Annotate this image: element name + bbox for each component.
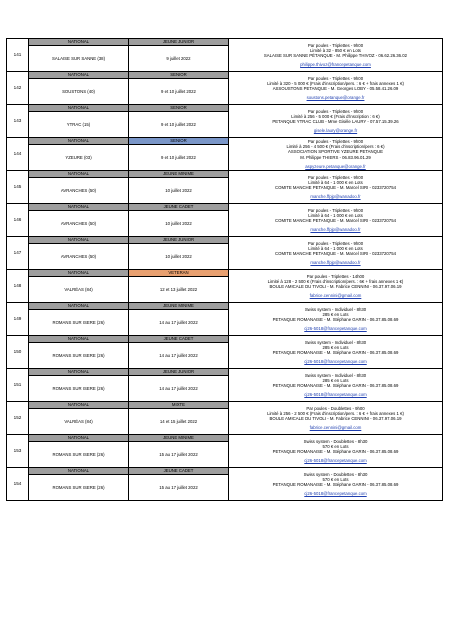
competition-category: SENIOR	[129, 105, 229, 112]
competition-details	[229, 435, 443, 468]
competition-location: VALRÉAS (84)	[29, 409, 129, 435]
competition-number: 146	[7, 204, 29, 237]
competition-level: NATIONAL	[29, 204, 129, 211]
document-page	[6, 38, 442, 501]
contact-email-link[interactable]: cj26-5018@francepetanque.com	[304, 491, 367, 497]
competition-number: 154	[7, 468, 29, 501]
competition-date: 9 juillet 2022	[129, 46, 229, 72]
contact-email-link[interactable]: manche.ffpjp@wanadoo.fr	[310, 194, 361, 200]
competition-number: 153	[7, 435, 29, 468]
competition-number: 147	[7, 237, 29, 270]
details-line: Limité à 32 - 850 € en Lots	[310, 47, 361, 53]
competition-level: NATIONAL	[29, 138, 129, 145]
details-line: Swiss system - Individuel - 8h30	[304, 372, 367, 378]
competition-location: SOUSTONS (40)	[29, 79, 129, 105]
competition-header-row	[7, 369, 443, 376]
contact-email-link[interactable]: fabrice.cennini@gmail.com	[309, 425, 362, 431]
contact-email-link[interactable]: aspyzeure.petanque@orange.fr	[305, 163, 366, 169]
competition-date: 15 au 17 juillet 2022	[129, 475, 229, 501]
details-line: Limité à 256 - 4 500 € (Frais d'inscription/pers : 6 €)	[286, 144, 385, 150]
competition-location: YZEURE (03)	[29, 145, 129, 171]
details-line: Par poules - Triplettes - 9h00	[307, 108, 364, 114]
competition-date: 9 et 10 juillet 2022	[129, 145, 229, 171]
competition-header-row	[7, 39, 443, 46]
details-line: PETANQUE ROMANAISE - M. Stéphane GARIN - 06.37.85.08.69	[272, 449, 399, 454]
details-line: Par poules - Doublettes - 9h00	[306, 405, 365, 411]
details-line: Limité à 64 - 1 000 € en Lots	[308, 179, 363, 185]
details-line: PETANQUE YTRAC CLUB - Mme Gisèle LAURY - 07.57.15.39.26	[272, 119, 399, 124]
competition-level: NATIONAL	[29, 39, 129, 46]
competition-level: NATIONAL	[29, 72, 129, 79]
details-line: ASSOUSTONS PETANQUE - M. Georges LOBY - 05.58.41.26.09	[272, 86, 399, 91]
competition-header-row	[7, 72, 443, 79]
details-line: PETANQUE ROMANAISE - M. Stéphane GARIN - 06.37.85.08.69	[272, 350, 399, 355]
competition-category: JEUNE JUNIOR	[129, 237, 229, 244]
competition-date: 14 au 17 juillet 2022	[129, 310, 229, 336]
details-line: Limité à 128 - 2 500 € (Frais d'inscription/pers. : 6€ + frais annexes 1 €)	[267, 278, 404, 284]
contact-email-link[interactable]: cj26-5018@francepetanque.com	[304, 458, 367, 464]
competition-category: JEUNE CADET	[129, 204, 229, 211]
competition-details	[229, 237, 443, 270]
competition-date: 15 au 17 juillet 2022	[129, 442, 229, 468]
competition-details	[229, 468, 443, 501]
contact-email-link[interactable]: cj26-5018@francepetanque.com	[304, 392, 367, 398]
details-line: 285 € en Lots	[322, 311, 349, 317]
competition-header-row	[7, 402, 443, 409]
competition-details	[229, 204, 443, 237]
competition-table	[6, 38, 443, 501]
details-line: Par poules - Triplettes - 9h00	[307, 138, 364, 144]
details-line: Par poules - Triplettes - 9h00	[307, 75, 364, 81]
details-line: PETANQUE ROMANAISE - M. Stéphane GARIN - 06.37.85.08.69	[272, 383, 399, 388]
competition-location: VALRÉAS (84)	[29, 277, 129, 303]
competition-details	[229, 105, 443, 138]
details-line: M. Philippe THIERS - 06.83.96.01.29	[300, 154, 371, 160]
competition-date: 14 au 17 juillet 2022	[129, 343, 229, 369]
competition-details	[229, 369, 443, 402]
competition-level: NATIONAL	[29, 303, 129, 310]
competition-date: 9 et 10 juillet 2022	[129, 112, 229, 138]
competition-level: NATIONAL	[29, 402, 129, 409]
competition-date: 12 et 13 juillet 2022	[129, 277, 229, 303]
competition-details	[229, 171, 443, 204]
competition-date: 14 et 15 juillet 2022	[129, 409, 229, 435]
details-line: Par poules - Triplettes - 9h00	[307, 207, 364, 213]
competition-category: JEUNE CADET	[129, 468, 229, 475]
competition-date: 9 et 10 juillet 2022	[129, 79, 229, 105]
details-line: Limité à 256 - 2 500 € (Frais d'inscription/pers. : 6 € + frais annexes 1 €)	[267, 410, 404, 416]
competition-category: JEUNE JUNIOR	[129, 369, 229, 376]
competition-category: SENIOR	[129, 138, 229, 145]
competition-details	[229, 402, 443, 435]
competition-details	[229, 138, 443, 171]
contact-email-link[interactable]: manche.ffpjp@wanadoo.fr	[310, 260, 361, 266]
competition-details	[229, 39, 443, 72]
competition-level: NATIONAL	[29, 237, 129, 244]
competition-location: ROMANS SUR ISERE (26)	[29, 442, 129, 468]
details-line: Limité à 64 - 1 000 € en Lots	[308, 212, 363, 218]
competition-header-row	[7, 204, 443, 211]
details-line: Swiss system - Doublettes - 8h30	[303, 438, 368, 444]
competition-number: 151	[7, 369, 29, 402]
details-line: Limité à 256 - 5 000 € (Frais d'inscription : 6 €)	[291, 113, 380, 119]
contact-email-link[interactable]: manche.ffpjp@wanadoo.fr	[310, 227, 361, 233]
competition-location: YTRAC (15)	[29, 112, 129, 138]
competition-date: 10 juillet 2022	[129, 244, 229, 270]
competition-number: 145	[7, 171, 29, 204]
details-line: COMITE MANCHE PETANQUE - M. Marcel SIRI - 0233720754	[275, 218, 396, 223]
competition-level: NATIONAL	[29, 468, 129, 475]
contact-email-link[interactable]: cj26-5018@francepetanque.com	[304, 326, 367, 332]
competition-details	[229, 72, 443, 105]
competition-category: JEUNE JUNIOR	[129, 39, 229, 46]
details-line: 570 € en Lots	[322, 476, 349, 482]
competition-level: NATIONAL	[29, 171, 129, 178]
competition-number: 149	[7, 303, 29, 336]
competition-number: 148	[7, 270, 29, 303]
competition-header-row	[7, 105, 443, 112]
details-line: 285 € en Lots	[322, 377, 349, 383]
competition-number: 144	[7, 138, 29, 171]
competition-header-row	[7, 270, 443, 277]
competition-number: 142	[7, 72, 29, 105]
competition-date: 14 au 17 juillet 2022	[129, 376, 229, 402]
details-line: COMITE MANCHE PETANQUE - M. Marcel SIRI - 0233720754	[275, 251, 396, 256]
competition-location: AVRANCHES (50)	[29, 178, 129, 204]
contact-email-link[interactable]: cj26-5018@francepetanque.com	[304, 359, 367, 365]
competition-category: JEUNE CADET	[129, 336, 229, 343]
details-line: Limité à 64 - 1 000 € en Lots	[308, 245, 363, 251]
competition-date: 10 juillet 2022	[129, 178, 229, 204]
details-line: PETANQUE ROMANAISE - M. Stéphane GARIN - 06.37.85.08.69	[272, 482, 399, 487]
competition-category: JEUNE MINIME	[129, 435, 229, 442]
details-line: Swiss system - Doublettes - 8h30	[303, 471, 368, 477]
competition-category: VETERAN	[129, 270, 229, 277]
details-line: BOULE AMICALE DU TIVOLI - M. Fabrice CENNINI - 06.37.97.06.19	[269, 284, 402, 289]
competition-number: 143	[7, 105, 29, 138]
details-line: BOULE AMICALE DU TIVOLI - M. Fabrice CENNINI - 06.37.97.06.19	[269, 416, 402, 421]
contact-email-link[interactable]: philippe.thivoz@francepetanque.com	[300, 62, 371, 68]
details-line: Par poules - Triplettes - 9h00	[307, 240, 364, 246]
details-line: 285 € en Lots	[322, 344, 349, 350]
competition-location: ROMANS SUR ISERE (26)	[29, 376, 129, 402]
competition-number: 141	[7, 39, 29, 72]
details-line: Par poules - Triplettes - 9h00	[307, 42, 364, 48]
contact-email-link[interactable]: gisele.laury@orange.fr	[313, 128, 358, 134]
details-line: SALAISE SUR SANNE PÉTANQUE - M. Philippe THIVOZ - 06.62.26.36.02	[263, 53, 408, 58]
competition-details	[229, 336, 443, 369]
details-line: 570 € en Lots	[322, 443, 349, 449]
competition-header-row	[7, 171, 443, 178]
competition-header-row	[7, 468, 443, 475]
contact-email-link[interactable]: soustons.petanque@orange.fr	[306, 95, 365, 101]
details-line: Par poules - Triplettes - 14h00	[306, 273, 365, 279]
competition-header-row	[7, 303, 443, 310]
competition-header-row	[7, 237, 443, 244]
competition-details	[229, 270, 443, 303]
competition-level: NATIONAL	[29, 105, 129, 112]
competition-category: MIXTE	[129, 402, 229, 409]
competition-location: ROMANS SUR ISERE (26)	[29, 310, 129, 336]
competition-number: 152	[7, 402, 29, 435]
contact-email-link[interactable]: fabrice.cennini@gmail.com	[309, 293, 362, 299]
competition-location: AVRANCHES (50)	[29, 211, 129, 237]
competition-details	[229, 303, 443, 336]
competition-category: JEUNE MINIME	[129, 303, 229, 310]
details-line: ASSOCIATION SPORTIVE YZEURE PETANQUE	[288, 149, 383, 155]
competition-location: AVRANCHES (50)	[29, 244, 129, 270]
details-line: PETANQUE ROMANAISE - M. Stéphane GARIN - 06.37.85.08.69	[272, 317, 399, 322]
competition-category: SENIOR	[129, 72, 229, 79]
competition-table-body	[7, 39, 443, 501]
competition-number: 150	[7, 336, 29, 369]
details-line: Swiss system - Individuel - 8h30	[304, 306, 367, 312]
competition-date: 10 juillet 2022	[129, 211, 229, 237]
competition-header-row	[7, 435, 443, 442]
competition-location: ROMANS SUR ISERE (26)	[29, 475, 129, 501]
details-line: Swiss system - Individuel - 8h30	[304, 339, 367, 345]
competition-category: JEUNE MINIME	[129, 171, 229, 178]
competition-header-row	[7, 336, 443, 343]
details-line: COMITE MANCHE PETANQUE - M. Marcel SIRI - 0233720754	[275, 185, 396, 190]
competition-header-row	[7, 138, 443, 145]
details-line: Par poules - Triplettes - 9h00	[307, 174, 364, 180]
details-line: Limité à 320 - 5 000 € (Frais d'inscription/pers. : 6 € + frais annexes 1 €)	[267, 80, 404, 86]
competition-level: NATIONAL	[29, 435, 129, 442]
competition-location: SALAISE SUR SANNE (38)	[29, 46, 129, 72]
competition-level: NATIONAL	[29, 270, 129, 277]
competition-level: NATIONAL	[29, 336, 129, 343]
competition-level: NATIONAL	[29, 369, 129, 376]
competition-location: ROMANS SUR ISERE (26)	[29, 343, 129, 369]
